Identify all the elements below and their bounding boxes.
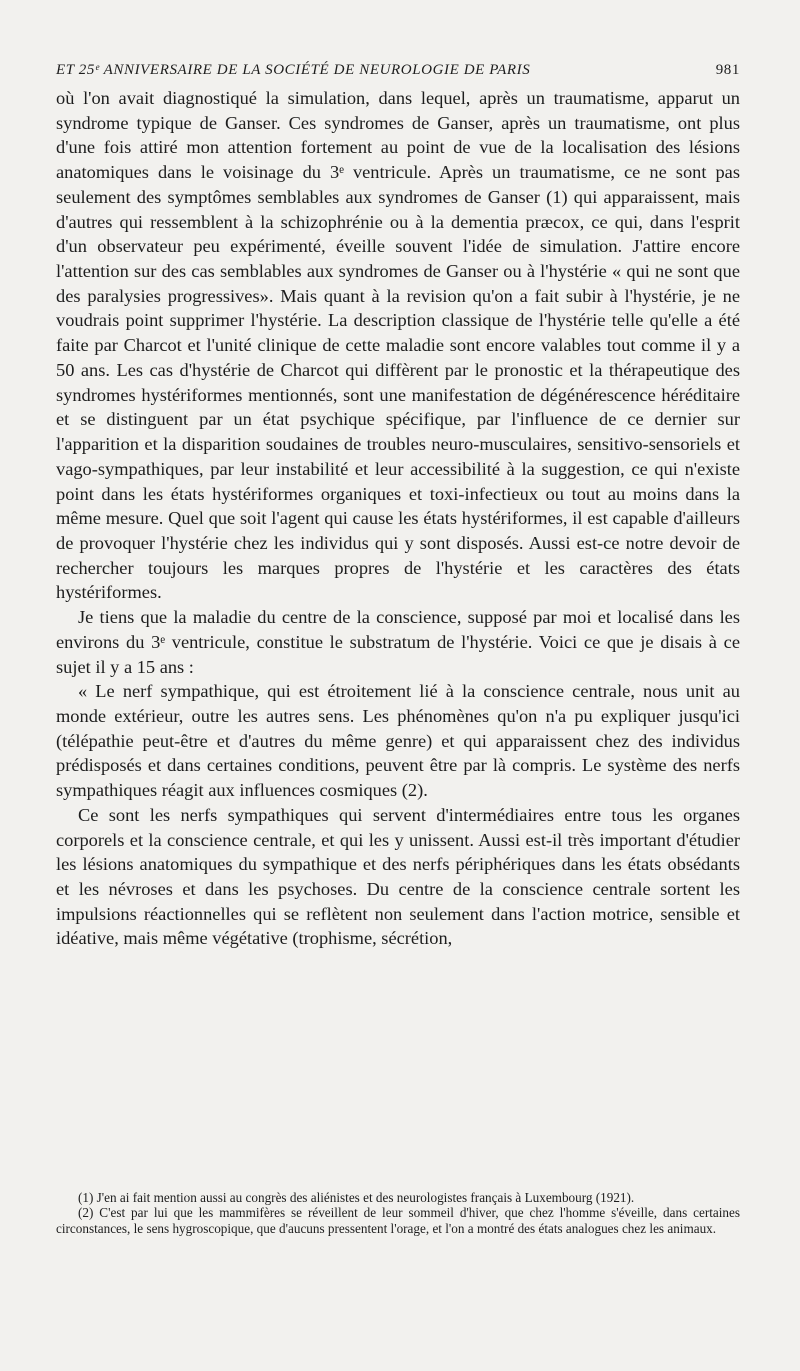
running-title: ET 25ᵉ ANNIVERSAIRE DE LA SOCIÉTÉ DE NEUROLOGIE DE PARIS — [56, 62, 531, 78]
paragraph-continuation: où l'on avait diagnostiqué la simulation, dans lequel, après un traumatisme, apparut un syndrome typique de Ganser. Ces syndromes de Ganser, après un traumatisme, ont plus d'une fois attiré mon attention fortement au point de vue de la localisation des lésions anatomiques dans le voisinage du 3ᵉ ventricule. Après un traumatisme, ce ne sont pas seulement des symptômes semblables aux syndromes de Ganser (1) qui apparaissent, mais d'autres qui ressemblent à la schizophrénie ou à la dementia præcox, ce qui, dans l'esprit d'un observateur peu expérimenté, éveille souvent l'idée de simulation. J'attire encore l'attention sur des cas semblables aux syndromes de Ganser ou à l'hystérie « qui ne sont que des paralysies progressives». Mais quant à la revision qu'on a fait subir à l'hystérie, je ne voudrais point supprimer l'hystérie. La description classique de l'hystérie telle qu'elle a été faite par Charcot et l'unité clinique de cette maladie sont encore valables tout comme il y a 50 ans. Les cas d'hystérie de Charcot qui diffèrent par le pronostic et la thérapeutique des syndromes hystériformes mentionnés, sont une manifestation de dégénérescence héréditaire et se distinguent par un état psychique spécifique, par l'influence de ce dernier sur l'apparition et la disparition soudaines de troubles neuro-musculaires, sensitivo-sensoriels et vago-sympathiques, par leur instabilité et leur accessibilité à la suggestion, ce qui n'existe point dans les états hystériformes organiques et toxi-infectieux ou tout au moins dans la même mesure. Quel que soit l'agent qui cause les états hystériformes, il est capable d'ailleurs de provoquer l'hystérie chez les individus qui y sont disposés. Aussi est-ce notre devoir de rechercher toujours les marques propres de l'hystérie et les caractères des états hystériformes. — [56, 88, 740, 603]
page-header — [56, 62, 740, 79]
paragraph: Je tiens que la maladie du centre de la conscience, supposé par moi et localisé dans les environs du 3ᵉ ventricule, constitue le substratum de l'hystérie. Voici ce que je disais à ce sujet il y a 15 ans : — [56, 607, 740, 677]
footnote-2: (2) C'est par lui que les mammifères se réveillent de leur sommeil d'hiver, que chez l'homme s'éveille, dans certaines circonstances, le sens hygroscopique, que d'aucuns pressentent l'orage, et l'on a montré des états analogues chez les animaux. — [56, 1205, 740, 1236]
main-text — [56, 86, 740, 951]
footnotes — [56, 1190, 740, 1236]
paragraph: Ce sont les nerfs sympathiques qui servent d'intermédiaires entre tous les organes corporels et la conscience centrale, et qui les y unissent. Aussi est-il très important d'étudier les lésions anatomiques du sympathique et des nerfs périphériques dans les états obsédants et les névroses et dans les psychoses. Du centre de la conscience centrale sortent les impulsions réactionnelles qui se reflètent non seulement dans l'action motrice, sensible et idéative, mais même végétative (trophisme, sécrétion, — [56, 804, 740, 949]
page-number: 981 — [715, 62, 740, 78]
paragraph-quotation: « Le nerf sympathique, qui est étroitement lié à la conscience centrale, nous unit au monde extérieur, outre les autres sens. Les phénomènes qu'on n'a pu expliquer jusqu'ici (télépathie peut-être et d'autres du même genre) et qui apparaissent chez des individus prédisposés et dans certaines conditions, peuvent être par là compris. Le système des nerfs sympathiques réagit aux influences cosmiques (2). — [56, 681, 740, 801]
footnote-1: (1) J'en ai fait mention aussi au congrès des aliénistes et des neurologistes français à Luxembourg (1921). — [78, 1190, 635, 1205]
